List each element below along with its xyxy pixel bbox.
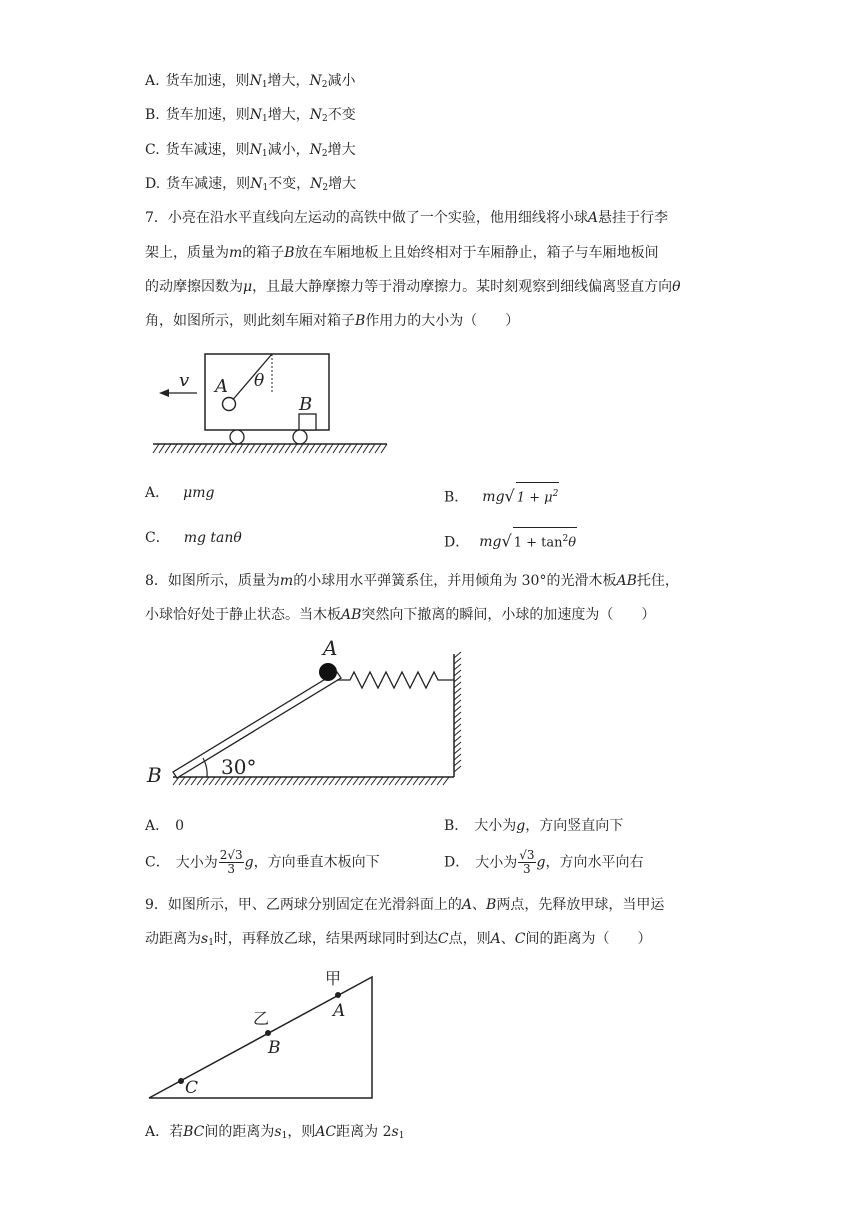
q9-label-yi: 乙: [253, 1009, 270, 1028]
hatch-line: [311, 777, 317, 785]
hatch-line: [279, 444, 285, 453]
hatch-line: [454, 766, 461, 772]
hatch-line: [317, 777, 323, 785]
board-ab: [173, 672, 341, 778]
q9-line-1: 9．如图所示，甲、乙两球分别固定在光滑斜面上的A、B两点，先释放甲球，当甲运: [145, 897, 665, 913]
q9-label-a: A: [333, 1001, 346, 1021]
hatch-line: [454, 724, 461, 730]
hatch-line: [431, 777, 437, 785]
hatch-line: [437, 777, 443, 785]
hatch-line: [377, 777, 383, 785]
q9-label-b: B: [268, 1038, 281, 1058]
box-b: [299, 414, 316, 430]
hatch-line: [371, 777, 377, 785]
hatch-line: [225, 444, 231, 453]
hatch-line: [281, 777, 287, 785]
q6-option-b: B. 货车加速，则$N_1$增大，$N_2$不变: [145, 107, 356, 124]
hatch-line: [335, 777, 341, 785]
hatch-line: [315, 444, 321, 453]
hatch-line: [454, 730, 461, 736]
hatch-line: [207, 444, 213, 453]
ground-hatch: [153, 444, 387, 453]
q6-option-c: C. 货车减速，则$N_1$减小，$N_2$增大: [145, 142, 356, 159]
hatch-line: [189, 444, 195, 453]
q7-figure: [145, 340, 395, 465]
hatch-line: [293, 777, 299, 785]
hatch-line: [171, 444, 177, 453]
q8-option-d: D． 大小为 $\frac{√3}{3}$ g，方向水平向右: [444, 848, 644, 876]
point-b: [265, 1030, 271, 1036]
hatch-line: [165, 444, 171, 453]
q7-line-3: 的动摩擦因数为μ，且最大静摩擦力等于滑动摩擦力。某时刻观察到细线偏离竖直方向θ: [145, 279, 681, 295]
hatch-line: [365, 777, 371, 785]
hatch-line: [203, 777, 209, 785]
hatch-line: [454, 694, 461, 700]
hatch-line: [201, 444, 207, 453]
q9-label-jia: 甲: [325, 969, 342, 988]
hatch-line: [177, 444, 183, 453]
hatch-line: [303, 444, 309, 453]
hatch-line: [353, 777, 359, 785]
hatch-line: [443, 777, 449, 785]
point-c: [178, 1078, 184, 1084]
hatch-line: [454, 706, 461, 712]
wheel-right: [293, 430, 307, 444]
hatch-line: [213, 444, 219, 453]
hatch-line: [263, 777, 269, 785]
q9-line-2: 动距离为$s_1$时，再释放乙球，结果两球同时到达C点，则A、C间的距离为（ ）: [145, 931, 652, 948]
q7-option-b: B． mg√ $1 + \mu^2$: [444, 482, 559, 509]
hatch-line: [285, 444, 291, 453]
q7-option-d: D． mg√ $1 + \tan^2\theta$: [444, 527, 577, 554]
hatch-line: [389, 777, 395, 785]
hatch-line: [231, 444, 237, 453]
wall-hatch: [454, 652, 461, 772]
q8-option-a: A． 0: [145, 818, 185, 834]
q7-option-a: A． μmg: [145, 485, 215, 501]
hatch-line: [305, 777, 311, 785]
hatch-line: [209, 777, 215, 785]
hatch-line: [329, 777, 335, 785]
q7-label-theta: θ: [254, 371, 265, 391]
q8-label-angle: 30°: [221, 755, 257, 779]
hatch-line: [197, 777, 203, 785]
hatch-line: [359, 777, 365, 785]
hatch-line: [179, 777, 185, 785]
hatch-line: [339, 444, 345, 453]
hatch-line: [454, 682, 461, 688]
hatch-line: [269, 777, 275, 785]
hatch-line: [173, 777, 179, 785]
hatch-line: [351, 444, 357, 453]
q8-label-a: A: [323, 636, 338, 660]
hatch-line: [219, 444, 225, 453]
hatch-line: [255, 444, 261, 453]
hatch-line: [454, 718, 461, 724]
hatch-line: [413, 777, 419, 785]
hatch-line: [249, 444, 255, 453]
hatch-line: [287, 777, 293, 785]
q7-label-v: v: [179, 370, 190, 391]
q8-option-c: C． 大小为 $\frac{2√3}{3}$ g，方向垂直木板向下: [145, 848, 380, 876]
hatch-line: [401, 777, 407, 785]
hatch-line: [454, 748, 461, 754]
hatch-line: [425, 777, 431, 785]
hatch-line: [309, 444, 315, 453]
hatch-line: [183, 444, 189, 453]
hatch-line: [345, 444, 351, 453]
hatch-line: [347, 777, 353, 785]
hatch-line: [195, 444, 201, 453]
hatch-line: [454, 712, 461, 718]
hatch-line: [454, 760, 461, 766]
point-a: [335, 992, 341, 998]
q6-option-d: D. 货车减速，则$N_1$不变，$N_2$增大: [145, 176, 357, 193]
hatch-line: [363, 444, 369, 453]
q8-line-2: 小球恰好处于静止状态。当木板AB突然向下撤离的瞬间，小球的加速度为（ ）: [145, 607, 656, 623]
velocity-arrow: [159, 389, 197, 397]
hatch-line: [333, 444, 339, 453]
hatch-line: [454, 664, 461, 670]
hatch-line: [381, 444, 387, 453]
q7-label-a: A: [215, 376, 228, 397]
hatch-line: [153, 444, 159, 453]
hatch-line: [275, 777, 281, 785]
q8-line-1: 8．如图所示，质量为m的小球用水平弹簧系住，并用倾角为 30°的光滑木板AB托住，: [145, 573, 679, 589]
q6-option-a: A. 货车加速，则$N_1$增大，$N_2$减小: [145, 73, 356, 90]
hatch-line: [291, 444, 297, 453]
hatch-line: [419, 777, 425, 785]
hatch-line: [321, 444, 327, 453]
q7-line-4: 角，如图所示，则此刻车厢对箱子B作用力的大小为（ ）: [145, 313, 520, 329]
hatch-line: [257, 777, 263, 785]
hatch-line: [454, 688, 461, 694]
hatch-line: [341, 777, 347, 785]
q8-option-b: B． 大小为g，方向竖直向下: [444, 818, 624, 834]
hatch-line: [454, 754, 461, 760]
q9-label-c: C: [185, 1078, 199, 1098]
hatch-line: [327, 444, 333, 453]
hatch-line: [357, 444, 363, 453]
hatch-line: [261, 444, 267, 453]
hatch-line: [454, 670, 461, 676]
spring: [337, 672, 454, 688]
q8-label-b: B: [147, 763, 162, 787]
hatch-line: [297, 444, 303, 453]
hatch-line: [407, 777, 413, 785]
hatch-line: [273, 444, 279, 453]
q7-label-b: B: [299, 394, 313, 415]
string: [230, 354, 272, 403]
hatch-line: [323, 777, 329, 785]
q7-line-2: 架上，质量为m的箱子B放在车厢地板上且始终相对于车厢静止，箱子与车厢地板间: [145, 245, 659, 261]
q8-ground-hatch: [173, 777, 449, 785]
q7-option-c: C． mg tanθ: [145, 530, 242, 546]
hatch-line: [237, 444, 243, 453]
hatch-line: [267, 444, 273, 453]
hatch-line: [375, 444, 381, 453]
hatch-line: [454, 658, 461, 664]
hatch-line: [454, 742, 461, 748]
hatch-line: [159, 444, 165, 453]
hatch-line: [395, 777, 401, 785]
q7-line-1: 7．小亮在沿水平直线向左运动的高铁中做了一个实验，他用细线将小球A悬挂于行李: [145, 210, 669, 226]
hatch-line: [299, 777, 305, 785]
hatch-line: [369, 444, 375, 453]
hatch-line: [454, 652, 461, 658]
hatch-line: [454, 676, 461, 682]
hatch-line: [454, 736, 461, 742]
hatch-line: [454, 700, 461, 706]
hatch-line: [185, 777, 191, 785]
ball-a: [223, 398, 236, 411]
q8-figure: [145, 632, 470, 790]
q9-figure: [145, 962, 385, 1102]
q9-option-a: A．若BC间的距离为$s_1$，则AC距离为 $2s_1$: [145, 1124, 405, 1141]
hatch-line: [383, 777, 389, 785]
wheel-left: [230, 430, 244, 444]
hatch-line: [191, 777, 197, 785]
ball-a: [319, 663, 337, 681]
hatch-line: [243, 444, 249, 453]
